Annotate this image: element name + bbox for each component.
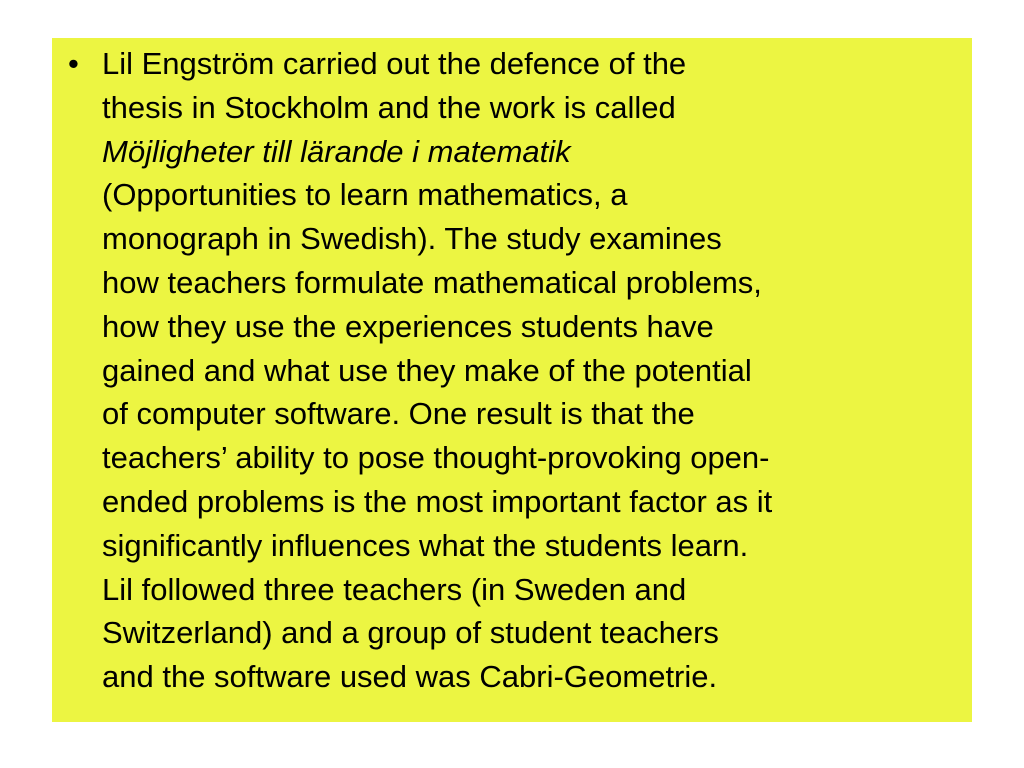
bullet-icon: • xyxy=(68,46,79,81)
text-line: teachers’ ability to pose thought-provoking open- xyxy=(102,440,770,476)
text-line: ended problems is the most important factor as it xyxy=(102,483,773,519)
text-line: (Opportunities to learn mathematics, a xyxy=(102,177,628,213)
text-line: gained and what use they make of the potential xyxy=(102,352,752,388)
bullet-paragraph xyxy=(60,42,965,699)
thesis-title: Möjligheter till lärande i matematik xyxy=(102,133,571,169)
text-line: how teachers formulate mathematical problems, xyxy=(102,264,762,300)
text-line: and the software used was Cabri-Geometrie. xyxy=(102,659,718,695)
text-line: monograph in Swedish). The study examines xyxy=(102,221,722,257)
text-line: thesis in Stockholm and the work is called xyxy=(102,89,676,125)
text-line: Lil followed three teachers (in Sweden and xyxy=(102,571,687,607)
text-line: how they use the experiences students have xyxy=(102,308,714,344)
paragraph-text xyxy=(102,42,965,699)
text-line: Lil Engström carried out the defence of the xyxy=(102,46,687,81)
text-line: of computer software. One result is that the xyxy=(102,396,695,432)
text-line: Switzerland) and a group of student teachers xyxy=(102,615,719,651)
text-line: significantly influences what the students learn. xyxy=(102,527,749,563)
